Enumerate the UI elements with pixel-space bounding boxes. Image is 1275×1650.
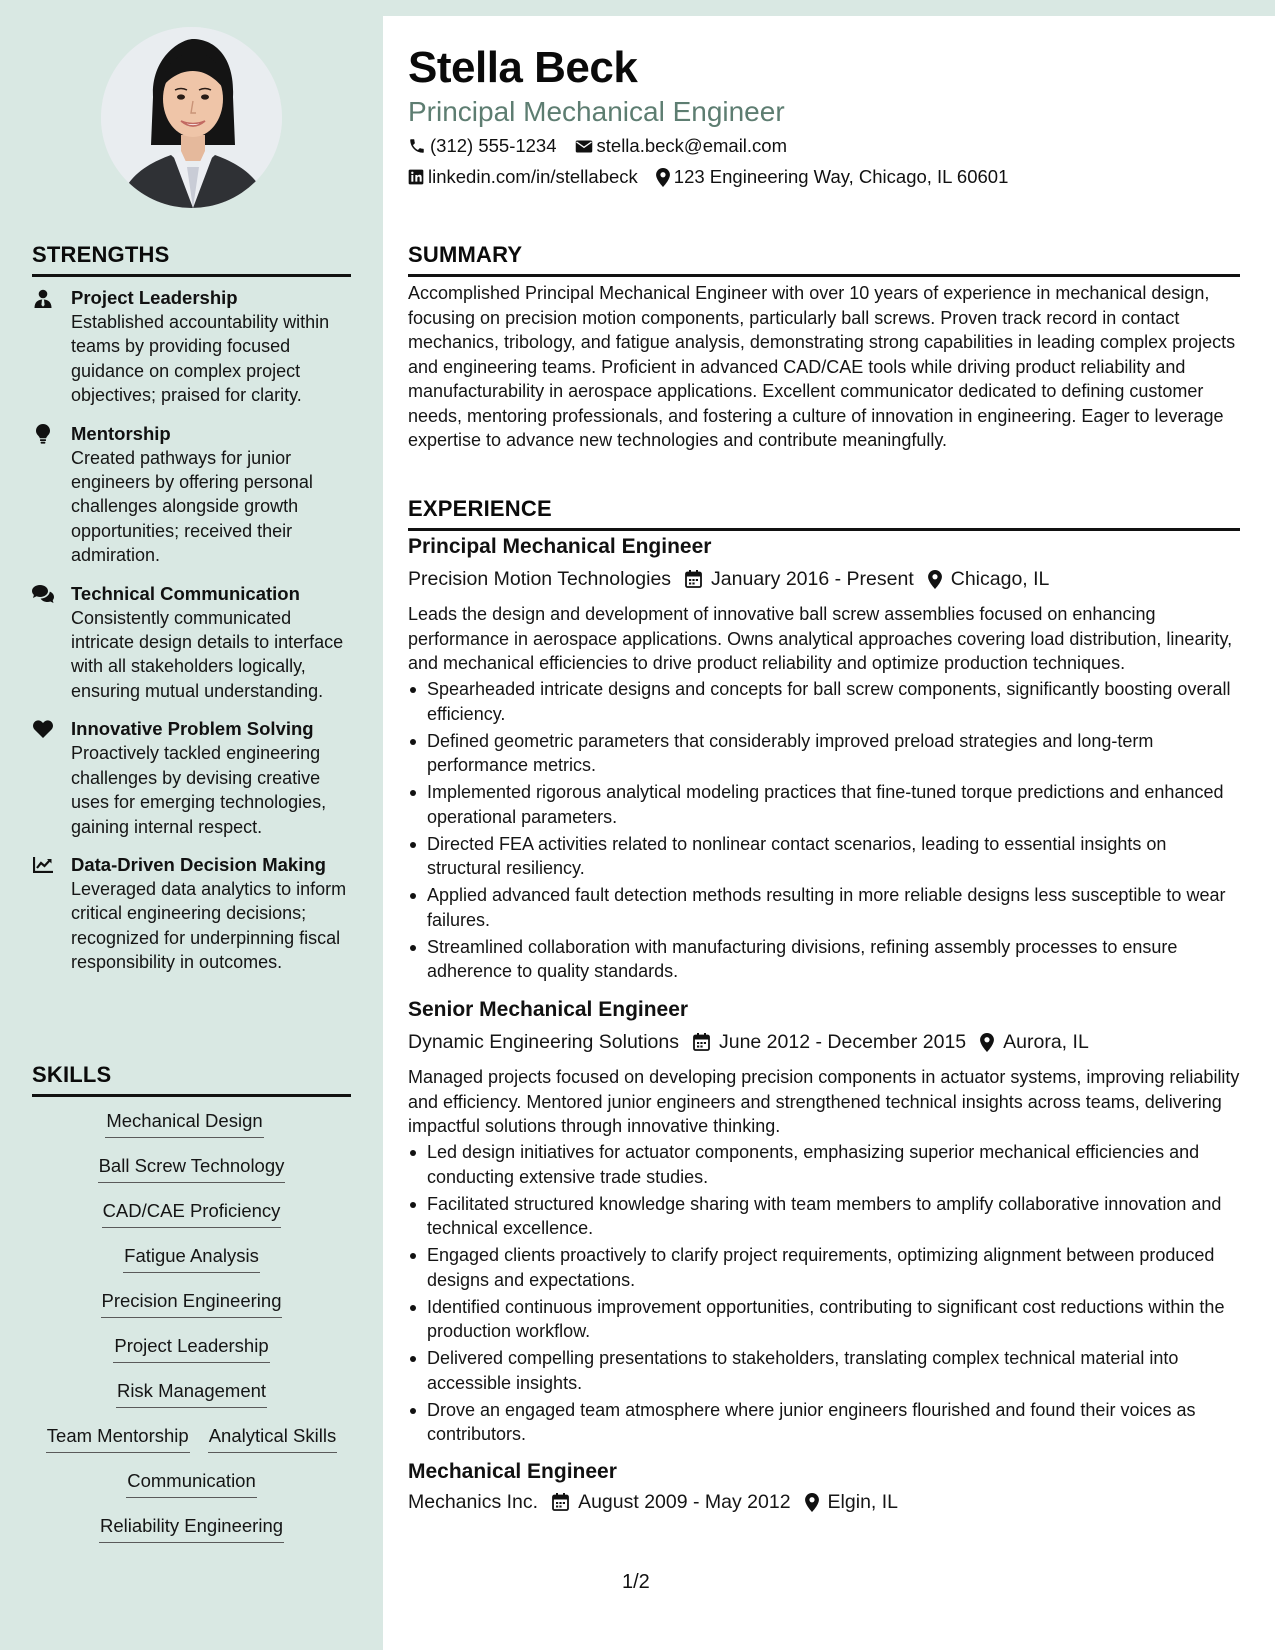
skill-tag: Team Mentorship [46,1423,190,1453]
strengths-heading: STRENGTHS [32,242,351,277]
job-meta [408,1488,898,1516]
strength-title: Data-Driven Decision Making [71,853,326,875]
phone-text: (312) 555-1234 [430,135,557,156]
skill-tag: Precision Engineering [101,1288,283,1318]
strength-title: Mentorship [71,422,171,444]
strength-title: Technical Communication [71,582,300,604]
job-title: Principal Mechanical Engineer [408,535,712,558]
job-title: Mechanical Engineer [408,1460,617,1483]
summary-text: Accomplished Principal Mechanical Engineer with over 10 years of experience in mechanical design, focusing on precision motion components, particularly ball screws. Proven track record in contact mechanics, tribology, and fatigue analysis, demonstrating strong capabilities in leading complex projects and engineering teams. Proficient in advanced CAD/CAE tools while driving product reliability and manufacturability in aerospace applications. Excellent communicator dedicated to defining customer needs, mentoring professionals, and fostering a culture of innovation in engineering. Eager to leverage expertise to advance new technologies and contribute meaningfully. [408,283,1236,450]
job-location: Aurora, IL [1003,1031,1089,1053]
strength-item [32,717,357,839]
lightbulb-icon [32,424,54,444]
bullet-item: Streamlined collaboration with manufacturing divisions, refining assembly processes to ensure adherence to quality standards. [408,935,1240,984]
email-link[interactable]: stella.beck@email.com [596,135,787,156]
strength-description: Established accountability within teams by providing focused guidance on complex project objectives; praised for clarity. [71,312,330,406]
skill-tag: Fatigue Analysis [123,1243,260,1273]
job-dates: August 2009 - May 2012 [578,1491,791,1513]
top-band [383,0,1275,16]
strength-item [32,286,357,408]
experience-heading: EXPERIENCE [408,496,1240,531]
profile-photo [101,27,282,208]
strength-item [32,853,357,975]
candidate-name: Stella Beck [408,43,638,92]
strength-title: Innovative Problem Solving [71,718,314,740]
strength-description: Created pathways for junior engineers by offering personal challenges alongside growth opportunities; received their admiration. [71,447,313,566]
skill-tag: Analytical Skills [208,1423,338,1453]
company-name: Mechanics Inc. [408,1491,539,1513]
bullet-item: Delivered compelling presentations to stakeholders, translating complex technical material into accessible insights. [408,1346,1240,1395]
strength-description: Proactively tackled engineering challenges by devising creative uses for emerging technologies, gaining internal respect. [71,743,327,837]
bullet-item: Defined geometric parameters that considerably improved preload strategies and long-term performance metrics. [408,729,1240,778]
skill-tag: Mechanical Design [105,1108,263,1138]
contact-row-1 [408,134,787,158]
address-text: 123 Engineering Way, Chicago, IL 60601 [673,166,1009,187]
job-meta [408,1028,1089,1056]
job-dates: June 2012 - December 2015 [718,1031,967,1053]
bullet-item: Led design initiatives for actuator components, emphasizing superior mechanical efficiencies and conducting extensive trade studies. [408,1140,1240,1189]
skill-tag: Reliability Engineering [99,1513,284,1543]
candidate-title: Principal Mechanical Engineer [408,96,785,127]
job-bullets [408,1140,1240,1449]
chart-line-icon [32,855,54,875]
contact-row-2 [408,165,1008,189]
strengths-list [32,286,357,989]
bullet-item: Identified continuous improvement opportunities, contributing to significant cost reductions within the production workflow. [408,1295,1240,1344]
skill-tag: Project Leadership [113,1333,269,1363]
linkedin-icon [408,169,424,185]
job-title: Senior Mechanical Engineer [408,998,689,1021]
map-marker-icon [928,570,942,589]
strength-item [32,422,357,568]
skill-tag: Ball Screw Technology [98,1153,286,1183]
page-number: 1/2 [622,1571,650,1593]
bullet-item: Facilitated structured knowledge sharing with team members to amplify collaborative innovation and technical excellence. [408,1192,1240,1241]
bullet-item: Directed FEA activities related to nonlinear contact scenarios, leading to essential insights on structural resiliency. [408,832,1240,881]
map-marker-icon [805,1493,819,1512]
calendar-icon [693,1033,710,1051]
job-description: Managed projects focused on developing precision components in actuator systems, improving reliability and efficiency. Mentored junior engineers and strengthened technical insights across teams, delivering impactful solutions through innovative thinking. [408,1067,1240,1136]
user-tie-icon [32,288,54,308]
job-location: Elgin, IL [827,1491,899,1513]
map-marker-icon [980,1033,994,1052]
job-location: Chicago, IL [950,568,1050,590]
strength-item [32,582,357,704]
company-name: Precision Motion Technologies [408,568,672,590]
strength-title: Project Leadership [71,287,238,308]
skill-tag: Risk Management [116,1378,267,1408]
strength-description: Leveraged data analytics to inform critical engineering decisions; recognized for underpinning fiscal responsibility in outcomes. [71,878,347,973]
job-dates: January 2016 - Present [711,568,914,590]
phone-icon [408,137,426,155]
comments-icon [32,584,54,604]
envelope-icon [575,139,593,154]
map-marker-icon [656,168,670,187]
bullet-item: Implemented rigorous analytical modeling practices that fine-tuned torque predictions and enhanced operational parameters. [408,780,1240,829]
bullet-item: Engaged clients proactively to clarify project requirements, optimizing alignment between produced designs and expectations. [408,1243,1240,1292]
bullet-item: Spearheaded intricate designs and concepts for ball screw components, significantly boosting overall efficiency. [408,677,1240,726]
strength-description: Consistently communicated intricate design details to interface with all stakeholders logically, ensuring mutual understanding. [71,607,344,701]
skill-tag: Communication [126,1468,257,1498]
job-meta [408,565,1049,593]
bullet-item: Drove an engaged team atmosphere where junior engineers flourished and found their voices as contributors. [408,1398,1240,1447]
calendar-icon [552,1493,569,1511]
heart-icon [32,719,54,739]
job-bullets [408,677,1240,986]
linkedin-link[interactable]: linkedin.com/in/stellabeck [428,166,638,187]
skill-tag: CAD/CAE Proficiency [102,1198,282,1228]
job-description: Leads the design and development of innovative ball screw assemblies focused on enhancing performance in aerospace applications. Owns analytical approaches covering load distribution, linearity, and mechanical efficiencies to drive product reliability and optimize production techniques. [408,604,1233,673]
skills-heading: SKILLS [32,1062,351,1097]
calendar-icon [685,570,702,588]
bullet-item: Applied advanced fault detection methods resulting in more reliable designs less susceptible to wear failures. [408,883,1240,932]
summary-heading: SUMMARY [408,242,1240,277]
company-name: Dynamic Engineering Solutions [408,1031,679,1053]
skills-list [32,1108,351,1558]
